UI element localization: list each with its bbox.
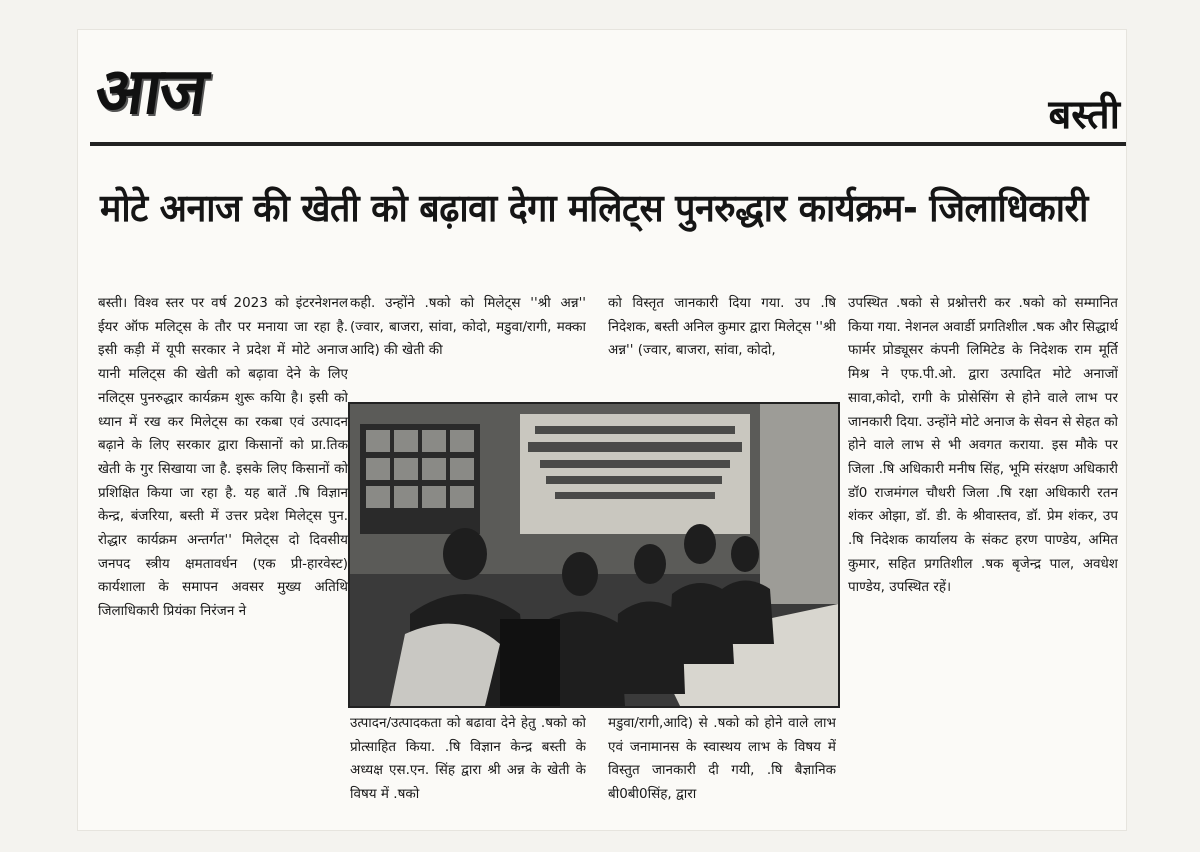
article-column-3-bottom	[608, 712, 836, 842]
workshop-photo-illustration	[350, 404, 838, 706]
masthead-divider	[90, 142, 1126, 146]
article-paragraph: बस्ती। विश्व स्तर पर वर्ष 2023 को इंटरनेशनल ईयर ऑफ मलिट्स के तौर पर मनाया जा रहा है. इसी कड़ी में यूपी सरकार ने प्रदेश में मोटे अनाज यानी मलिट्स की खेती को बढ़ावा देने के लिए नलिट्स पुनरुद्धार कार्यक्रम शुरू कयिा है। इसी को ध्यान में रख कर मिलेट्स का रकबा एवं उत्पादन बढ़ाने के लिए सरकार द्वारा किसानों को प्रा.तिक खेती के गुर सिखाया जा है. इसके लिए किसानों को प्रशिक्षित किया जा रहा है. यह बातें .षि विज्ञान केन्द्र, बंजरिया, बस्ती में उत्तर प्रदेश मिलेट्स पुन. रोद्धार कार्यक्रम अन्तर्गत'' मिलेट्स दो दिवसीय जनपद स्त्रीय क्षमतावर्धन (एक प्री-हारवेस्ट) कार्यशाला के समापन अवसर मुख्य अतिथि जिलाधिकारी प्रियंका निरंजन ने	[98, 295, 348, 620]
article-column-2-bottom	[350, 712, 586, 842]
edition-city: बस्ती	[1048, 92, 1120, 138]
article-column-1	[98, 292, 348, 852]
article-paragraph: मडुवा/रागी,आदि) से .षको को होने वाले लाभ एवं जनामानस के स्वास्थय लाभ के विषय में विस्तुत जानकारी दी गयी, .षि बैज्ञानिक बी0बी0सिंह, द्वारा	[608, 715, 836, 803]
article-column-2-top	[350, 292, 586, 392]
newspaper-clipping	[78, 30, 1126, 830]
article-paragraph: को विस्तृत जानकारी दिया गया. उप .षि निदेशक, बस्ती अनिल कुमार द्वारा मिलेट्स ''श्री अन्न'' (ज्वार, बाजरा, सांवा, कोदो,	[608, 295, 836, 359]
masthead-logo: आज	[90, 55, 211, 129]
article-paragraph: कही. उन्होंने .षको को मिलेट्स ''श्री अन्न'' (ज्वार, बाजरा, सांवा, कोदो, मडुवा/रागी, मक्का आदि) की खेती की	[350, 295, 586, 359]
news-photo	[348, 402, 840, 708]
article-paragraph: उपस्थित .षको से प्रश्नोत्तरी कर .षको को सम्मानित किया गया. नेशनल अवार्डी प्रगतिशील .षक और सिद्धार्थ फार्मर प्रोड्यूसर कंपनी लिमिटेड के निदेशक राम मूर्ति मिश्र ने एफ.पी.ओ. द्वारा उत्पादित मोटे अनाजों सावा,कोदो, रागी के प्रोसेसिंग से होने वाले लाभ पर जानकारी दिया. उन्होंने मोटे अनाज के सेवन से सेहत को होने वाले लाभ से भी अवगत कराया. इस मौके पर जिला .षि अधिकारी मनीष सिंह, भूमि संरक्षण अधिकारी डॉ0 राजमंगल चौधरी जिला .षि रक्षा अधिकारी रतन शंकर ओझा, डॉ. डी. के श्रीवास्तव, डॉ. प्रेम शंकर, उप .षि निदेशक कार्यालय के संकट हरण पाण्डेय, अमित कुमार, सहित प्रगतिशील .षक बृजेन्द्र पाल, अवधेश पाण्डेय, उपस्थित रहें।	[848, 295, 1118, 596]
article-column-4	[848, 292, 1118, 837]
article-headline: मोटे अनाज की खेती को बढ़ावा देगा मलिट्स पुनरुद्धार कार्यक्रम- जिलाधिकारी	[100, 186, 1088, 230]
article-paragraph: उत्पादन/उत्पादकता को बढावा देने हेतु .षको को प्रोत्साहित किया. .षि विज्ञान केन्द्र बस्ती के अध्यक्ष एस.एन. सिंह द्वारा श्री अन्न के खेती के विषय में .षको	[350, 715, 586, 803]
article-column-3-top	[608, 292, 836, 392]
